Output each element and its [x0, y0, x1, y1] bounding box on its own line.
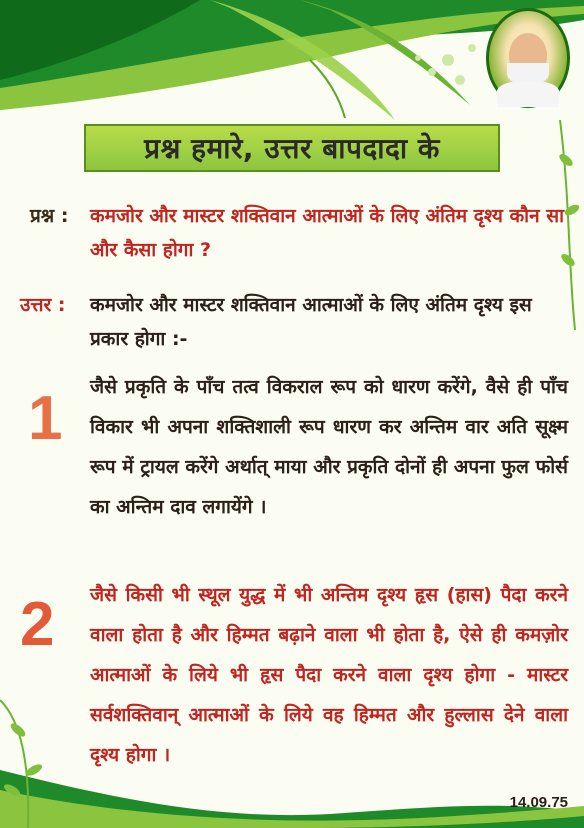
- point-number-2: 2: [20, 590, 55, 659]
- answer-label: उत्तर :: [20, 294, 66, 316]
- date-label: 14.09.75: [509, 794, 568, 811]
- portrait-shoulders: [497, 81, 559, 107]
- point-text-1: जैसे प्रकृति के पाँच तत्व विकराल रूप को धारण करेंगे, वैसे ही पाँच विकार भी अपना शक्तिशाली रूप धारण कर अन्तिम वार अति सूक्ष्म रूप में ट्रायल करेंगे अर्थात् माया और प्रकृति दोनों ही अपना फुल फोर्स का अन्तिम दाव लगायेंगे ।: [90, 376, 568, 518]
- answer-text: कमजोर और मास्टर शक्तिवान आत्माओं के लिए अंतिम दृश्य इस प्रकार होगा :-: [90, 294, 532, 350]
- question-text: कमजोर और मास्टर शक्तिवान आत्माओं के लिए अंतिम दृश्य कौन सा और कैसा होगा ?: [90, 205, 565, 261]
- point-number-1: 1: [28, 384, 63, 453]
- portrait-image: [486, 8, 570, 108]
- question-label: प्रश्न :: [30, 205, 69, 227]
- page-title: प्रश्न हमारे, उत्तर बापदादा के: [84, 124, 500, 172]
- point-text-2: जैसे किसी भी स्थूल युद्ध में भी अन्तिम दृश्य हृस (हास) पैदा करने वाला होता है और हिम्मत बढ़ाने वाला भी होता है, ऐसे ही कमज़ोर आत्माओं के लिये भी हृस पैदा करने वाला दृश्य होगा - मास्टर सर्वशक्तिवान् आत्माओं के लिये वह हिम्मत और हुल्लास देने वाला दृश्य होगा ।: [90, 584, 568, 766]
